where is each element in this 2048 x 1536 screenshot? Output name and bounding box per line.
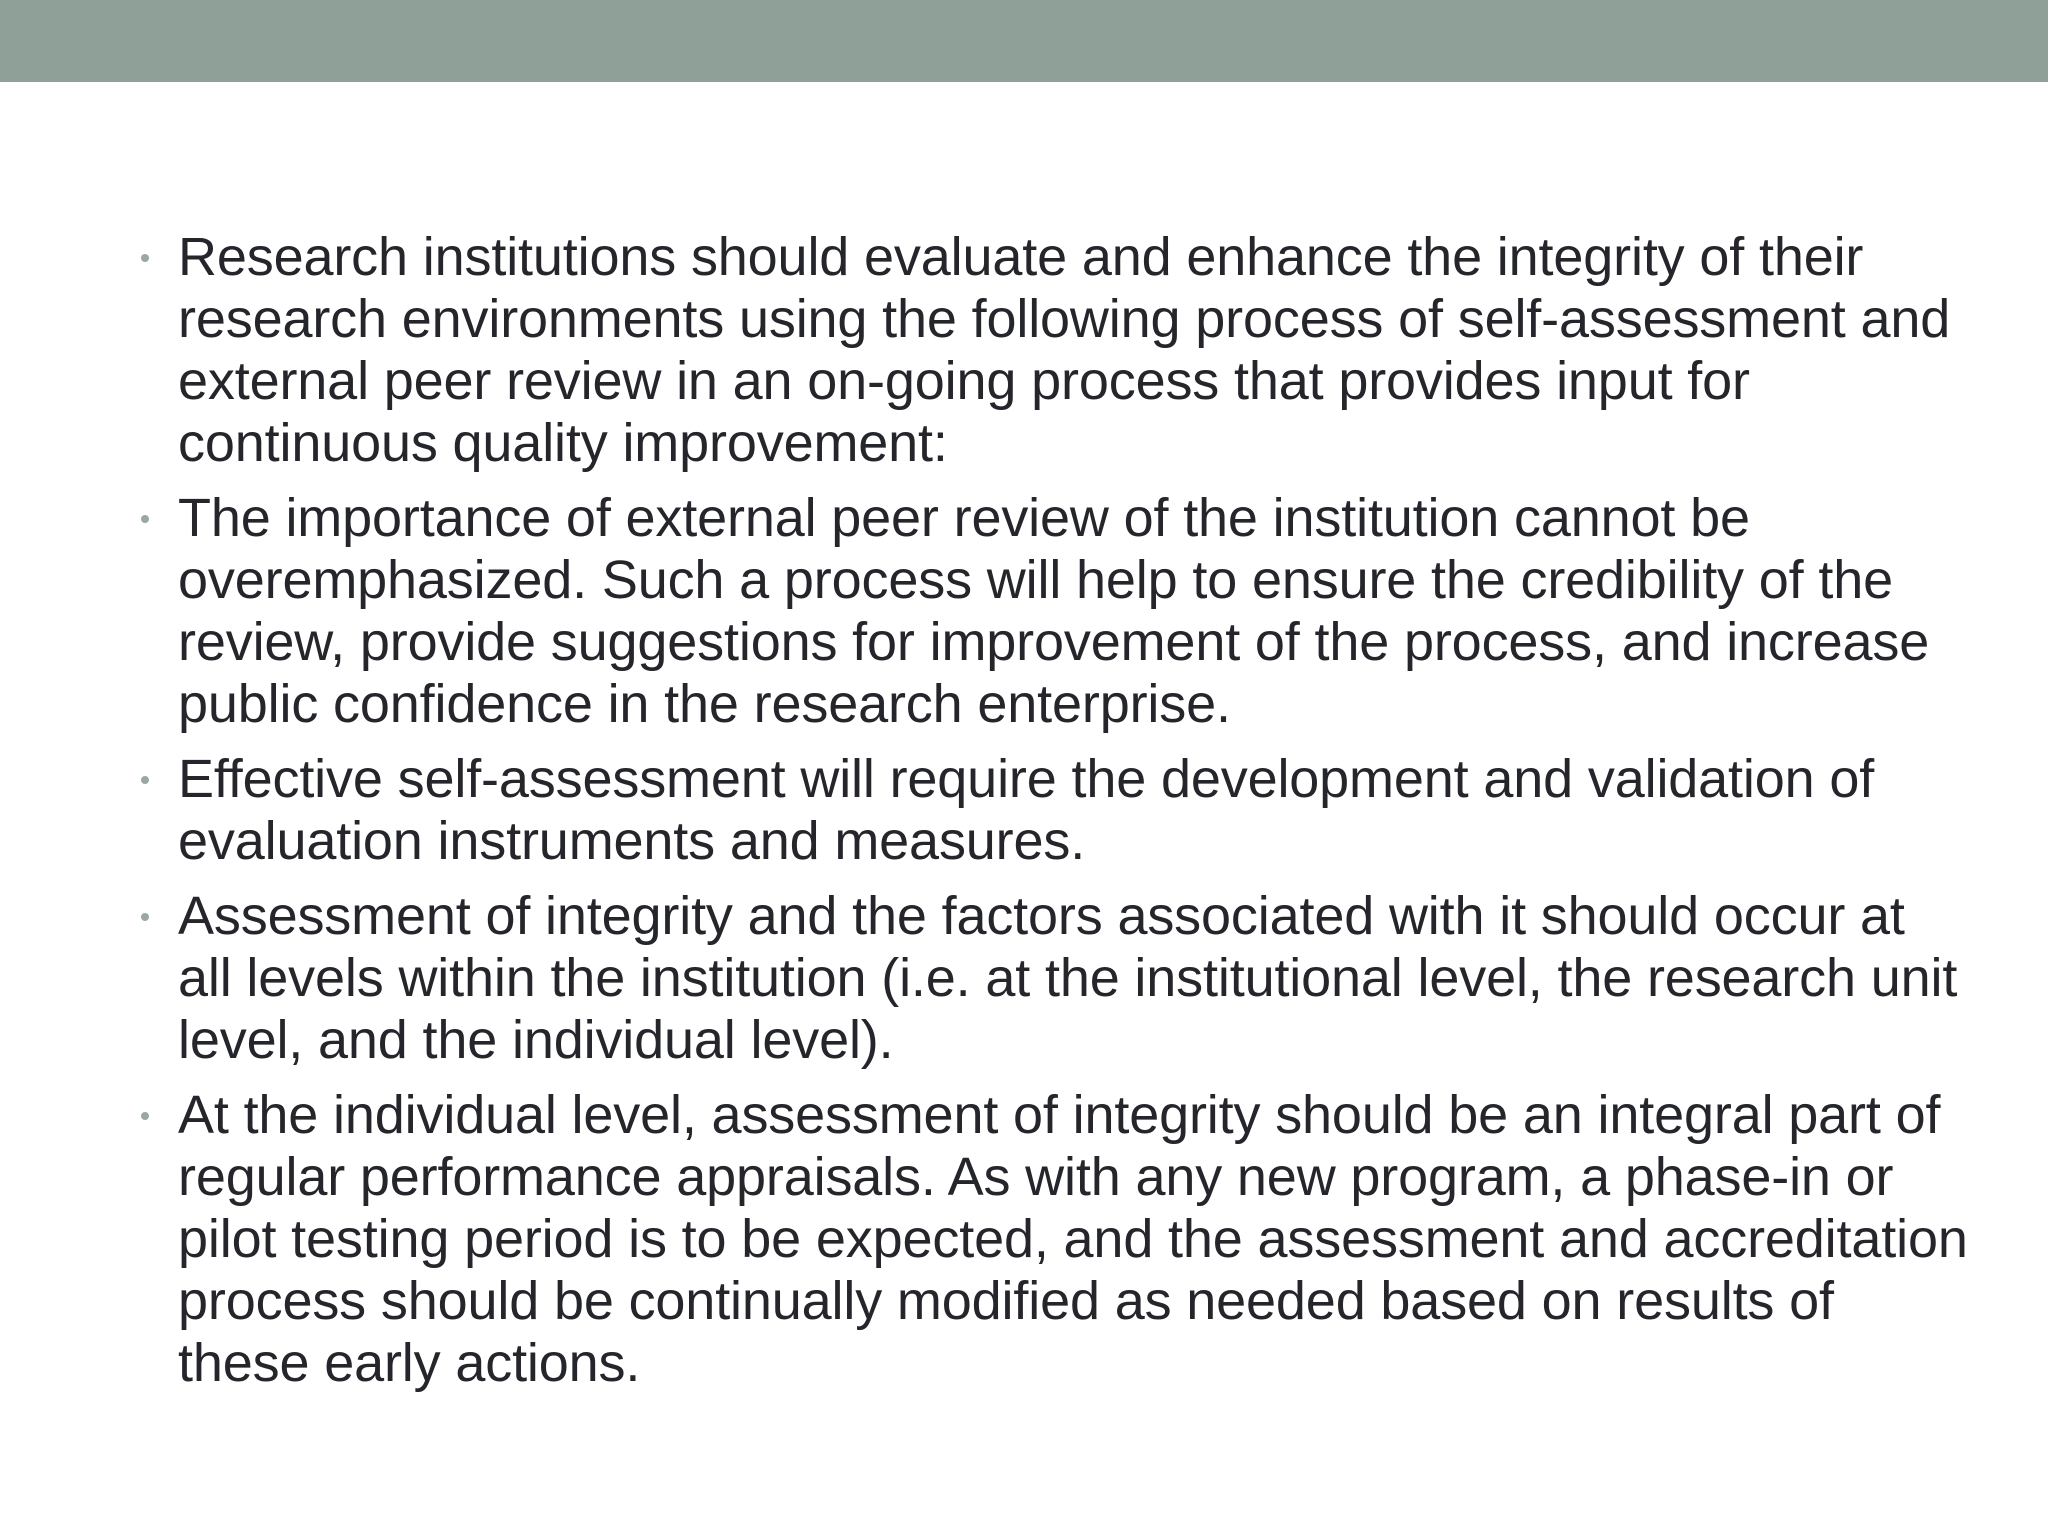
bullet-list — [138, 226, 1968, 1394]
bullet-item — [138, 487, 1968, 735]
bullet-dot-icon — [141, 913, 149, 921]
bullet-item — [138, 885, 1968, 1071]
bullet-dot-icon — [141, 254, 149, 262]
bullet-item — [138, 1084, 1968, 1394]
bullet-dot-icon — [141, 776, 149, 784]
slide-content — [138, 226, 1968, 1407]
bullet-text: Effective self-assessment will require the development and validation of evaluation instruments and measures. — [178, 749, 1875, 871]
bullet-text: Assessment of integrity and the factors associated with it should occur at all levels within the institution (i.e. at the institutional level, the research unit level, and the individual level). — [178, 886, 1958, 1070]
bullet-text: At the individual level, assessment of integrity should be an integral part of regular performance appraisals. As with any new program, a phase-in or pilot testing period is to be expected, and the assessment and accreditation process should be continually modified as needed based on results of these early actions. — [178, 1085, 1968, 1393]
bullet-dot-icon — [141, 1112, 149, 1120]
slide-header-bar — [0, 0, 2048, 82]
bullet-text: The importance of external peer review of the institution cannot be overemphasized. Such a process will help to ensure the credibility of the review, provide suggestions for improvement of the process, and increase public confidence in the research enterprise. — [178, 488, 1930, 734]
bullet-text: Research institutions should evaluate and enhance the integrity of their research environments using the following process of self-assessment and external peer review in an on-going process that provides input for continuous quality improvement: — [178, 227, 1951, 473]
bullet-item — [138, 226, 1968, 474]
bullet-item — [138, 748, 1968, 872]
bullet-dot-icon — [141, 515, 149, 523]
